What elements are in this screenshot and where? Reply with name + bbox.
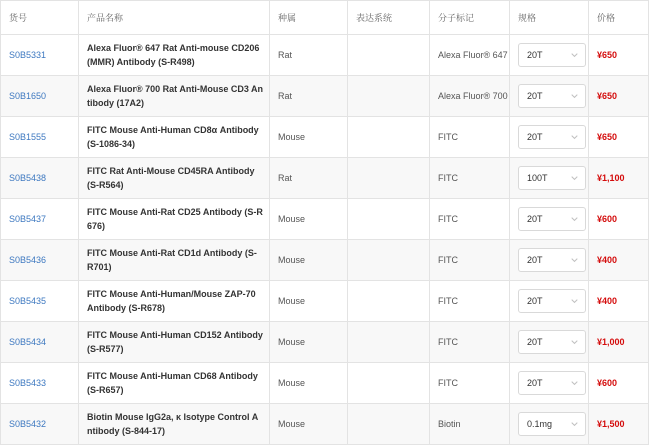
spec-select-value: 20T: [527, 337, 543, 347]
sku-cell: [1, 117, 79, 158]
host-cell: [348, 76, 430, 117]
product-name: Alexa Fluor® 647 Rat Anti-mouse CD206 (MMR) Antibody (S-R498): [79, 35, 270, 76]
sku-cell: [1, 281, 79, 322]
price-cell: ¥400: [589, 281, 649, 322]
product-name: FITC Rat Anti-Mouse CD45RA Antibody (S-R564): [79, 158, 270, 199]
product-name: Biotin Mouse IgG2a, κ Isotype Control Antibody (S-844-17): [79, 404, 270, 445]
sku-link[interactable]: S0B5331: [9, 50, 47, 60]
sku-cell: [1, 322, 79, 363]
species-cell: Mouse: [270, 404, 348, 445]
species-cell: Rat: [270, 76, 348, 117]
product-name: FITC Mouse Anti-Human CD8α Antibody (S-1086-34): [79, 117, 270, 158]
column-header-label: 分子标记: [430, 1, 510, 35]
column-header-price: 价格: [589, 1, 649, 35]
label-cell: FITC: [430, 240, 510, 281]
table-row: [1, 322, 649, 363]
chevron-down-icon: [571, 175, 578, 181]
host-cell: [348, 158, 430, 199]
spec-cell: [510, 240, 589, 281]
spec-select[interactable]: [518, 84, 586, 108]
species-cell: Mouse: [270, 363, 348, 404]
spec-select[interactable]: [518, 371, 586, 395]
table-row: [1, 363, 649, 404]
chevron-down-icon: [571, 93, 578, 99]
sku-link[interactable]: S0B1555: [9, 132, 47, 142]
table-body: [1, 35, 649, 445]
chevron-down-icon: [571, 421, 578, 427]
spec-select-value: 20T: [527, 91, 543, 101]
label-cell: Biotin: [430, 404, 510, 445]
spec-cell: [510, 322, 589, 363]
spec-cell: [510, 363, 589, 404]
chevron-down-icon: [571, 298, 578, 304]
sku-link[interactable]: S0B5433: [9, 378, 47, 388]
table-row: [1, 240, 649, 281]
product-name: FITC Mouse Anti-Rat CD25 Antibody (S-R676): [79, 199, 270, 240]
table-row: [1, 158, 649, 199]
spec-select[interactable]: [518, 289, 586, 313]
species-cell: Mouse: [270, 199, 348, 240]
spec-select-value: 0.1mg: [527, 419, 553, 429]
species-cell: Rat: [270, 35, 348, 76]
table-row: [1, 76, 649, 117]
sku-cell: [1, 363, 79, 404]
price-cell: ¥600: [589, 199, 649, 240]
host-cell: [348, 199, 430, 240]
spec-select-value: 20T: [527, 132, 543, 142]
chevron-down-icon: [571, 134, 578, 140]
chevron-down-icon: [571, 257, 578, 263]
spec-select-value: 20T: [527, 50, 543, 60]
host-cell: [348, 35, 430, 76]
label-cell: FITC: [430, 322, 510, 363]
label-cell: Alexa Fluor® 700: [430, 76, 510, 117]
label-cell: FITC: [430, 158, 510, 199]
spec-select[interactable]: [518, 166, 586, 190]
price-cell: ¥1,100: [589, 158, 649, 199]
sku-link[interactable]: S0B5434: [9, 337, 47, 347]
product-name: FITC Mouse Anti-Human CD152 Antibody (S-R577): [79, 322, 270, 363]
spec-select[interactable]: [518, 412, 586, 436]
spec-cell: [510, 281, 589, 322]
spec-cell: [510, 117, 589, 158]
sku-link[interactable]: S0B5438: [9, 173, 47, 183]
spec-select-value: 20T: [527, 378, 543, 388]
spec-cell: [510, 158, 589, 199]
sku-link[interactable]: S0B1650: [9, 91, 47, 101]
price-cell: ¥650: [589, 76, 649, 117]
sku-cell: [1, 158, 79, 199]
species-cell: Mouse: [270, 117, 348, 158]
host-cell: [348, 281, 430, 322]
chevron-down-icon: [571, 52, 578, 58]
product-name: FITC Mouse Anti-Human CD68 Antibody (S-R657): [79, 363, 270, 404]
table-row: [1, 404, 649, 445]
spec-cell: [510, 199, 589, 240]
price-cell: ¥600: [589, 363, 649, 404]
product-name: FITC Mouse Anti-Human/Mouse ZAP-70 Antibody (S-R678): [79, 281, 270, 322]
sku-cell: [1, 76, 79, 117]
spec-select[interactable]: [518, 330, 586, 354]
table-row: [1, 35, 649, 76]
column-header-host: 表达系统: [348, 1, 430, 35]
price-cell: ¥400: [589, 240, 649, 281]
spec-select[interactable]: [518, 125, 586, 149]
spec-cell: [510, 76, 589, 117]
spec-select[interactable]: [518, 207, 586, 231]
host-cell: [348, 322, 430, 363]
column-header-species: 种属: [270, 1, 348, 35]
table-row: [1, 117, 649, 158]
spec-select-value: 20T: [527, 296, 543, 306]
table-row: [1, 199, 649, 240]
price-cell: ¥1,000: [589, 322, 649, 363]
chevron-down-icon: [571, 216, 578, 222]
sku-link[interactable]: S0B5432: [9, 419, 47, 429]
label-cell: FITC: [430, 363, 510, 404]
sku-cell: [1, 240, 79, 281]
host-cell: [348, 240, 430, 281]
species-cell: Mouse: [270, 240, 348, 281]
spec-select[interactable]: [518, 248, 586, 272]
label-cell: FITC: [430, 117, 510, 158]
spec-select-value: 20T: [527, 255, 543, 265]
chevron-down-icon: [571, 339, 578, 345]
spec-cell: [510, 35, 589, 76]
column-header-spec: 规格: [510, 1, 589, 35]
host-cell: [348, 363, 430, 404]
sku-link[interactable]: S0B5436: [9, 255, 47, 265]
label-cell: FITC: [430, 199, 510, 240]
product-name: FITC Mouse Anti-Rat CD1d Antibody (S-R701): [79, 240, 270, 281]
sku-cell: [1, 199, 79, 240]
price-cell: ¥1,500: [589, 404, 649, 445]
label-cell: Alexa Fluor® 647: [430, 35, 510, 76]
species-cell: Rat: [270, 158, 348, 199]
sku-cell: [1, 404, 79, 445]
column-header-sku: 货号: [1, 1, 79, 35]
species-cell: Mouse: [270, 322, 348, 363]
price-cell: ¥650: [589, 35, 649, 76]
table-header-row: [1, 1, 649, 35]
sku-link[interactable]: S0B5435: [9, 296, 47, 306]
spec-select-value: 20T: [527, 214, 543, 224]
sku-link[interactable]: S0B5437: [9, 214, 47, 224]
host-cell: [348, 404, 430, 445]
host-cell: [348, 117, 430, 158]
price-cell: ¥650: [589, 117, 649, 158]
spec-cell: [510, 404, 589, 445]
spec-select[interactable]: [518, 43, 586, 67]
spec-select-value: 100T: [527, 173, 548, 183]
label-cell: FITC: [430, 281, 510, 322]
column-header-name: 产品名称: [79, 1, 270, 35]
product-name: Alexa Fluor® 700 Rat Anti-Mouse CD3 Antibody (17A2): [79, 76, 270, 117]
species-cell: Mouse: [270, 281, 348, 322]
table-header: [1, 1, 649, 35]
chevron-down-icon: [571, 380, 578, 386]
sku-cell: [1, 35, 79, 76]
table-row: [1, 281, 649, 322]
